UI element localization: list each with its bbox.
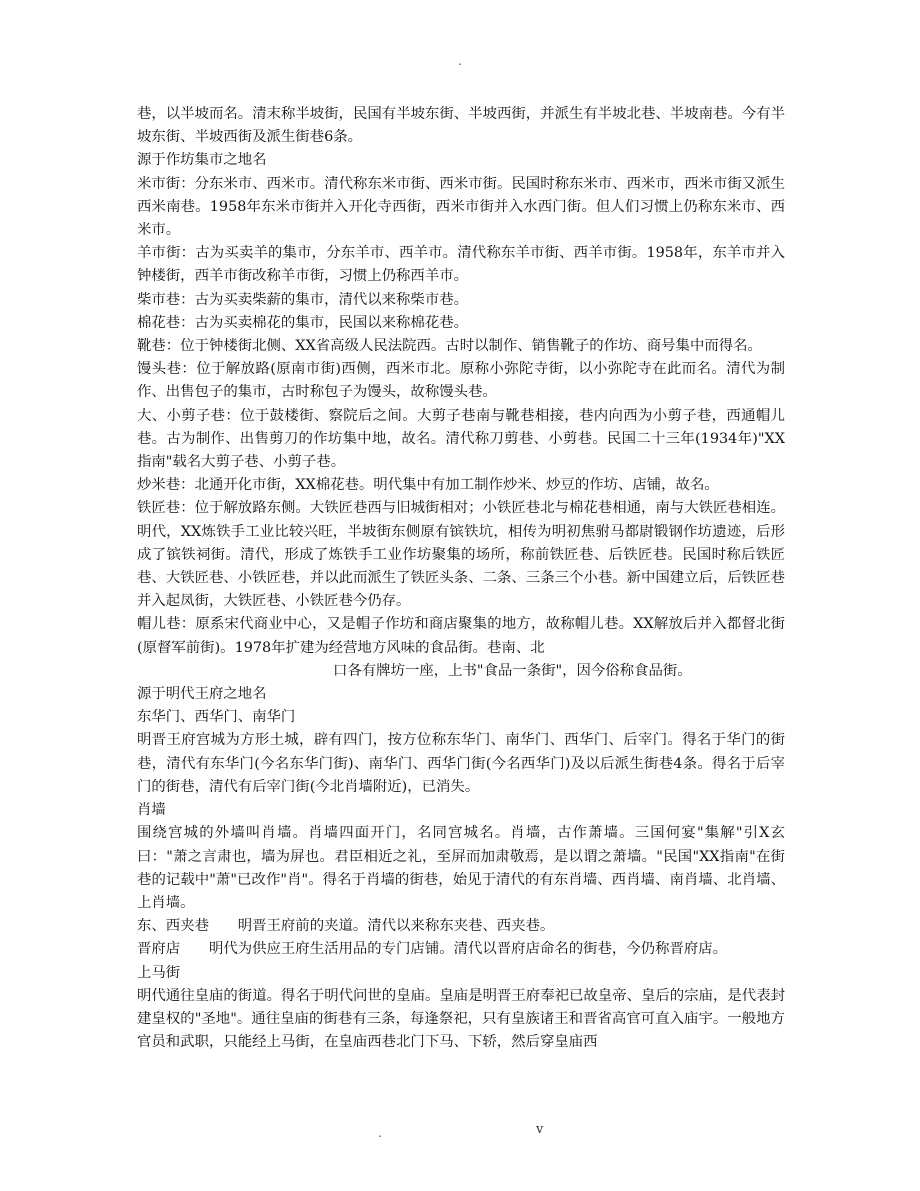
paragraph: 铁匠巷：位于解放路东侧。大铁匠巷西与旧城街相对；小铁匠巷北与棉花巷相通，南与大铁匠巷相连。明代，XX炼铁手工业比较兴旺，半坡街东侧原有镔铁坑，相传为明初焦驸马都尉锻钢作坊遗迹，后形成了镔铁祠街。清代，形成了炼铁手工业作坊聚集的场所，称前铁匠巷、后铁匠巷。民国时称后铁匠巷、大铁匠巷、小铁匠巷，并以此而派生了铁匠头条、二条、三条三个小巷。新中国建立后，后铁匠巷并入起凤街，大铁匠巷、小铁匠巷今仍存。	[137, 500, 785, 610]
paragraph: 口各有牌坊一座，上书"食品一条街"，因今俗称食品街。	[333, 662, 692, 679]
paragraph: 棉花巷：古为买卖棉花的集市，民国以来称棉花巷。	[137, 314, 468, 331]
paragraph: 馒头巷：位于解放路(原南市街)西侧，西米市北。原称小弥陀寺街，以小弥陀寺在此而名。清代为制作、出售包子的集市，古时称包子为馒头，故称馒头巷。	[137, 361, 785, 401]
paragraph: 巷，以半坡而名。清末称半坡街，民国有半坡东街、半坡西街，并派生有半坡北巷、半坡南巷。今有半坡东街、半坡西街及派生街巷6条。	[137, 106, 785, 146]
paragraph: 围绕宫城的外墙叫肖墙。肖墙四面开门，名同宫城名。肖墙，古作萧墙。三国何宴"集解"引X玄曰："萧之言肃也，墙为屏也。君臣相近之礼，至屏而加肃敬焉，是以谓之萧墙。"民国"XX指南"在街巷的记载中"萧"已改作"肖"。得名于肖墙的街巷，始见于清代的有东肖墙、西肖墙、南肖墙、北肖墙、上肖墙。	[137, 825, 785, 911]
paragraph: 柴市巷：古为买卖柴薪的集市，清代以来称柴市巷。	[137, 291, 468, 308]
paragraph: 炒米巷：北通开化市街，XX棉花巷。明代集中有加工制作炒米、炒豆的作坊、店铺，故名。	[137, 477, 719, 494]
paragraph: 大、小剪子巷：位于鼓楼街、察院后之间。大剪子巷南与靴巷相接，巷内向西为小剪子巷，西通帽儿巷。古为制作、出售剪刀的作坊集中地，故名。清代称刀剪巷、小剪巷。民国二十三年(1934年)"XX指南"载名大剪子巷、小剪子巷。	[137, 407, 785, 471]
sub-heading: 上马街	[137, 964, 181, 981]
section-heading: 源于作坊集市之地名	[137, 152, 267, 169]
page-number: v	[536, 1122, 544, 1137]
footer-mark: .	[378, 1126, 382, 1140]
paragraph: 帽儿巷：原系宋代商业中心，又是帽子作坊和商店聚集的地方，故称帽儿巷。XX解放后并入都督北街(原督军前街)。1978年扩建为经营地方风味的食品街。巷南、北	[137, 616, 785, 656]
paragraph: 靴巷：位于钟楼街北侧、XX省高级人民法院西。古时以制作、销售靴子的作坊、商号集中而得名。	[137, 338, 762, 355]
document-body	[137, 103, 785, 1054]
sub-heading: 东华门、西华门、南华门	[137, 709, 296, 726]
paragraph: 明代通往皇庙的街道。得名于明代问世的皇庙。皇庙是明晋王府奉祀已故皇帝、皇后的宗庙，是代表封建皇权的"圣地"。通往皇庙的街巷有三条，每逢祭祀，只有皇族诸王和晋省高官可直入庙宇。一般地方官员和武职，只能经上马街，在皇庙西巷北门下马、下轿，然后穿皇庙西	[137, 987, 785, 1051]
paragraph: 米市街：分东米市、西米市。清代称东米市街、西米市街。民国时称东米市、西米市，西米市街又派生西米南巷。1958年东米市街并入开化寺西街，西米市街并入水西门街。但人们习惯上仍称东米市、西米市。	[137, 175, 785, 239]
section-heading: 源于明代王府之地名	[137, 686, 267, 703]
paragraph: 明晋王府宫城为方形土城，辟有四门，按方位称东华门、南华门、西华门、后宰门。得名于华门的街巷，清代有东华门(今名东华门街)、南华门、西华门街(今名西华门)及以后派生街巷4条。得名于后宰门的街巷，清代有后宰门街(今北肖墙附近)，已消失。	[137, 732, 785, 795]
sub-heading: 肖墙	[137, 802, 166, 819]
paragraph: 羊市街：古为买卖羊的集市，分东羊市、西羊市。清代称东羊市街、西羊市街。1958年，东羊市并入钟楼街，西羊市街改称羊市街，习惯上仍称西羊市。	[137, 245, 785, 285]
paragraph: 晋府店 明代为供应王府生活用品的专门店铺。清代以晋府店命名的街巷，今仍称晋府店。	[137, 941, 728, 958]
header-mark: .	[458, 54, 462, 68]
paragraph: 东、西夹巷 明晋王府前的夹道。清代以来称东夹巷、西夹巷。	[137, 918, 555, 935]
